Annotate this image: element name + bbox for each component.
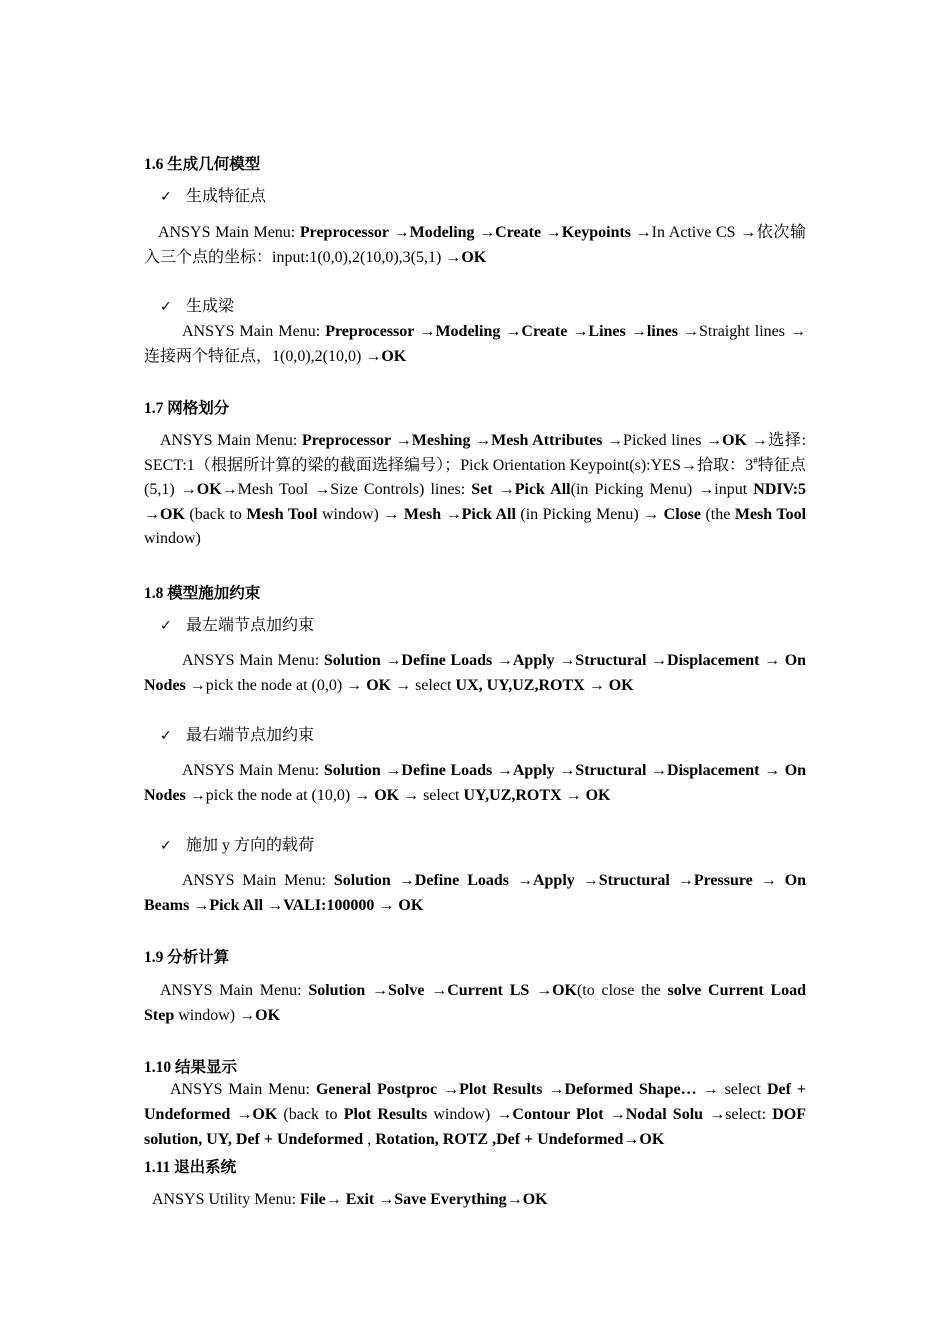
menu-path-term: On Nodes: [144, 762, 807, 804]
section-heading-1-11: 1.11 退出系统: [144, 1159, 237, 1176]
text-run: →: [646, 652, 668, 669]
menu-path-term: Close: [663, 505, 701, 523]
text-run: →: [189, 897, 210, 914]
text-run: →: [380, 652, 402, 669]
menu-path-term: UX, UY,UZ,ROTX: [455, 677, 585, 694]
bullet-label: 施加 y 方向的载荷: [186, 837, 315, 854]
text-run: →: [470, 432, 492, 449]
menu-path-term: NDIV:5: [753, 481, 807, 499]
text-run: →: [506, 1191, 523, 1208]
text-run: ANSYS Main Menu:: [170, 1081, 316, 1098]
text-run: →: [646, 762, 668, 779]
instruction-paragraph: [144, 429, 806, 552]
text-run: → select: [391, 677, 456, 694]
section-heading-1-8: 1.8 模型施加约束: [144, 585, 261, 602]
menu-path-term: OK: [252, 1106, 278, 1123]
menu-path-term: OK: [461, 249, 487, 266]
menu-path-term: Structural: [575, 652, 647, 669]
menu-path-term: Define Loads: [401, 652, 493, 669]
menu-path-term: Current LS: [447, 982, 530, 999]
text-run: (back to: [184, 505, 247, 523]
menu-path-term: OK: [398, 897, 424, 914]
text-run: ,: [363, 1131, 376, 1148]
menu-path-term: Solution: [333, 872, 391, 889]
menu-path-term: Solution: [323, 652, 381, 669]
instruction-paragraph: [144, 978, 806, 1028]
text-run: →: [509, 872, 533, 889]
menu-path-term: OK: [552, 982, 577, 999]
text-run: →: [380, 762, 402, 779]
text-run: →: [374, 897, 399, 914]
menu-path-term: lines: [646, 323, 678, 340]
menu-path-term: VALI:100000: [283, 897, 375, 914]
menu-path-term: Solution: [308, 982, 366, 999]
menu-path-term: Solution: [323, 762, 381, 779]
text-run: →: [542, 1081, 565, 1098]
text-run: (back to: [277, 1106, 344, 1123]
bullet-label: 生成特征点: [186, 188, 267, 205]
menu-path-term: UY,UZ,ROTX: [463, 787, 562, 804]
text-run: →: [584, 677, 609, 694]
text-run: →: [230, 1106, 253, 1123]
menu-path-term: File: [300, 1191, 326, 1208]
text-run: window): [144, 530, 201, 548]
text-run: →: [759, 652, 785, 669]
text-run: →: [500, 323, 522, 340]
text-run: (to close the: [576, 982, 668, 999]
instruction-paragraph: [144, 648, 806, 698]
menu-path-term: Preprocessor: [299, 224, 390, 241]
text-run: ANSYS Main Menu:: [158, 224, 300, 241]
text-run: →: [623, 1131, 640, 1148]
menu-path-term: Mesh Tool: [246, 505, 318, 523]
menu-path-term: Pressure: [693, 872, 753, 889]
text-run: →: [492, 652, 513, 669]
bullet-label: 最右端节点加约束: [186, 727, 315, 744]
text-run: →: [554, 652, 576, 669]
text-run: →: [759, 762, 785, 779]
text-run: →: [325, 1191, 346, 1208]
menu-path-term: Exit: [345, 1191, 375, 1208]
menu-path-term: Contour Plot: [512, 1106, 604, 1123]
text-run: ANSYS Main Menu:: [182, 323, 326, 340]
menu-path-term: Define Loads: [401, 762, 493, 779]
menu-path-term: Mesh Attributes: [491, 432, 603, 449]
text-run: →select:: [703, 1106, 773, 1123]
menu-path-term: Def + Undeformed: [144, 1081, 807, 1123]
menu-path-term: OK: [722, 432, 747, 449]
menu-path-term: On Nodes: [144, 652, 807, 694]
text-run: ANSYS Main Menu:: [160, 982, 309, 999]
section-heading-1-10: 1.10 结果显示: [144, 1059, 238, 1076]
bullet-item: [160, 297, 234, 317]
instruction-paragraph: [144, 758, 806, 808]
bullet-label: 最左端节点加约束: [186, 617, 315, 634]
text-run: →: [389, 224, 410, 241]
section-heading-1-6: 1.6 生成几何模型: [144, 156, 261, 173]
text-run: →: [492, 762, 513, 779]
checkmark-icon: ✓: [160, 189, 172, 205]
menu-path-term: Pick All: [514, 481, 571, 499]
menu-path-term: Modeling: [409, 224, 475, 241]
text-run: 特征点(5,1) →: [144, 456, 806, 499]
text-run: window) →: [317, 505, 404, 523]
menu-path-term: Define Loads: [414, 872, 509, 889]
text-run: →: [424, 982, 448, 999]
menu-path-term: solve Current Load Step: [144, 982, 807, 1024]
menu-path-term: OK: [585, 787, 611, 804]
text-run: →: [492, 481, 515, 499]
text-run: →pick the node at (10,0) →: [185, 787, 375, 804]
checkmark-icon: ✓: [160, 838, 172, 854]
text-run: ANSYS Utility Menu:: [152, 1191, 301, 1208]
menu-path-term: On Beams: [144, 872, 807, 914]
menu-path-term: OK: [160, 505, 185, 523]
text-run: →: [541, 224, 562, 241]
instruction-paragraph: [144, 220, 806, 270]
menu-path-term: Solve: [388, 982, 425, 999]
menu-path-term: OK: [366, 677, 392, 694]
text-run: →: [365, 982, 389, 999]
text-run: ANSYS Main Menu:: [160, 432, 302, 449]
menu-path-term: Plot Results: [459, 1081, 543, 1098]
menu-path-term: OK: [196, 481, 222, 499]
menu-path-term: Apply: [532, 872, 575, 889]
text-run: (in Picking Menu) →: [515, 505, 664, 523]
checkmark-icon: ✓: [160, 618, 172, 634]
text-run: →: [390, 872, 415, 889]
text-run: ANSYS Main Menu:: [182, 652, 324, 669]
text-run: →: [603, 1106, 626, 1123]
menu-path-term: Apply: [512, 762, 555, 779]
text-run: →In Active CS →依次输入三个点的坐标：input:1(0,0),2(10,0),3(5,1) →: [144, 224, 807, 266]
menu-path-term: Modeling: [435, 323, 501, 340]
text-run: →: [669, 872, 694, 889]
menu-path-term: Apply: [512, 652, 555, 669]
menu-path-term: Lines: [588, 323, 626, 340]
text-run: ANSYS Main Menu:: [182, 872, 334, 889]
menu-path-term: Create: [521, 323, 568, 340]
text-run: →: [441, 505, 462, 523]
text-run: →Mesh Tool →Size Controls) lines:: [221, 481, 472, 499]
menu-path-term: Set: [471, 481, 493, 499]
instruction-paragraph: [144, 1077, 806, 1152]
text-run: →: [561, 787, 586, 804]
text-run: →: [437, 1081, 460, 1098]
bullet-item: [160, 836, 314, 856]
text-run: window) →: [427, 1106, 513, 1123]
menu-path-term: Deformed Shape…: [564, 1081, 697, 1098]
text-run: →选择: SECT:1（根据所计算的梁的截面选择编号）；Pick Orientation Keypoint(s):YES→拾取：3: [144, 432, 807, 474]
text-run: →: [529, 982, 553, 999]
menu-path-term: OK: [255, 1007, 281, 1024]
text-run: window) →: [174, 1007, 256, 1024]
text-run: #: [753, 455, 758, 466]
menu-path-term: OK: [608, 677, 634, 694]
text-run: → select: [696, 1081, 767, 1098]
text-run: → select: [399, 787, 464, 804]
menu-path-term: Mesh: [403, 505, 442, 523]
menu-path-term: Save Everything: [394, 1191, 507, 1208]
menu-path-term: Nodal Solu: [625, 1106, 704, 1123]
text-run: →pick the node at (0,0) →: [185, 677, 367, 694]
text-run: →: [144, 505, 160, 523]
menu-path-term: Pick All: [209, 897, 264, 914]
menu-path-term: OK: [522, 1191, 548, 1208]
menu-path-term: Plot Results: [343, 1106, 428, 1123]
text-run: →: [374, 1191, 395, 1208]
text-run: (the: [701, 505, 735, 523]
menu-path-term: OK: [374, 787, 400, 804]
checkmark-icon: ✓: [160, 728, 172, 744]
menu-path-term: DOF solution, UY, Def + Undeformed: [144, 1106, 807, 1148]
menu-path-term: Structural: [598, 872, 670, 889]
text-run: →: [414, 323, 436, 340]
menu-path-term: Meshing: [411, 432, 471, 449]
checkmark-icon: ✓: [160, 299, 172, 315]
menu-path-term: Structural: [575, 762, 647, 779]
bullet-item: [160, 187, 266, 207]
text-run: →: [474, 224, 496, 241]
menu-path-term: Displacement: [667, 762, 760, 779]
menu-path-term: General Postproc: [315, 1081, 438, 1098]
text-run: →: [752, 872, 785, 889]
menu-path-term: OK: [381, 348, 407, 365]
text-run: →: [625, 323, 647, 340]
text-run: →Straight lines →连接两个特征点，1(0,0),2(10,0) →: [144, 323, 807, 365]
instruction-paragraph: [144, 319, 806, 369]
text-run: →: [567, 323, 589, 340]
text-run: ANSYS Main Menu:: [182, 762, 324, 779]
text-run: →: [263, 897, 284, 914]
instruction-paragraph: [144, 1187, 806, 1212]
menu-path-term: Keypoints: [561, 224, 632, 241]
text-run: →: [554, 762, 576, 779]
bullet-item: [160, 616, 314, 636]
bullet-item: [160, 726, 314, 746]
text-run: →: [574, 872, 599, 889]
menu-path-term: Create: [495, 224, 542, 241]
text-run: (in Picking Menu) →input: [570, 481, 754, 499]
bullet-label: 生成梁: [186, 298, 235, 315]
text-run: →Picked lines →: [602, 432, 723, 449]
menu-path-term: Rotation, ROTZ ,Def + Undeformed: [375, 1131, 624, 1148]
menu-path-term: Preprocessor: [325, 323, 415, 340]
text-run: →: [391, 432, 412, 449]
section-heading-1-7: 1.7 网格划分: [144, 400, 230, 417]
menu-path-term: Displacement: [667, 652, 760, 669]
menu-path-term: Mesh Tool: [734, 505, 807, 523]
menu-path-term: Preprocessor: [301, 432, 392, 449]
section-heading-1-9: 1.9 分析计算: [144, 949, 230, 966]
menu-path-term: OK: [639, 1131, 665, 1148]
menu-path-term: Pick All: [461, 505, 516, 523]
instruction-paragraph: [144, 868, 806, 918]
